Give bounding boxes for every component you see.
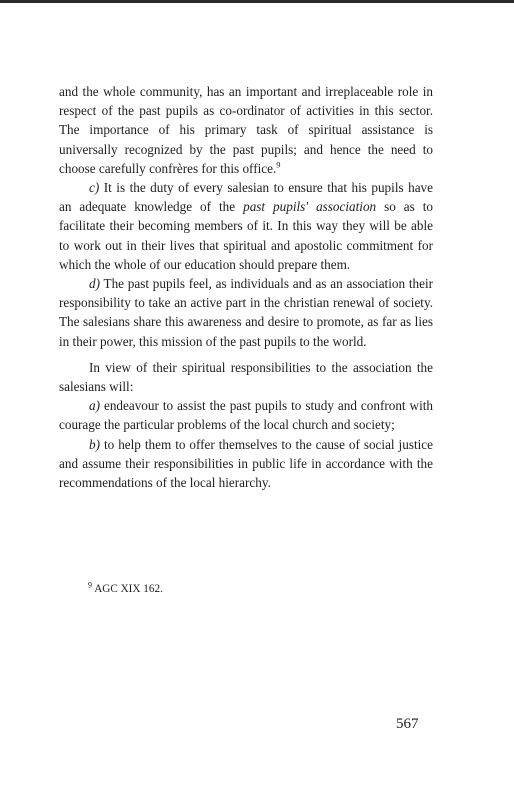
paragraph-text: The past pupils feel, as individuals and as an association their responsibility to take an active part in the christian renewal of society. The salesians share this awareness and desire to promote, as far as lies in their power, this mission of the past pupils to the world. xyxy=(59,276,433,349)
paragraph-a xyxy=(59,396,433,434)
paragraph-continuation xyxy=(59,82,433,178)
item-label-c: c) xyxy=(89,180,100,196)
footnote-marker: 9 xyxy=(88,580,92,590)
paragraph-b xyxy=(59,435,433,493)
paragraph-text: to help them to offer themselves to the cause of social justice and assume their responsibilities in public life in accordance with the recommendations of the local hierarchy. xyxy=(59,436,433,491)
footnote xyxy=(88,582,163,596)
page-number: 567 xyxy=(396,716,419,732)
paragraph-text: so as to facilitate their becoming members of it. In this way they will be able to work out in their lives that spiritual and apostolic commitment for which the whole of our education should prepare them. xyxy=(59,199,434,272)
paragraph-text: It is the duty of every salesian to ensure that his pupils have an adequate knowledge of the xyxy=(59,180,433,215)
footnote-reference: 9 xyxy=(276,159,281,170)
emphasis-past-pupils-association: past pupils' association xyxy=(243,199,377,215)
top-edge-rule xyxy=(0,0,514,3)
paragraph-intro-list xyxy=(59,358,433,396)
footnote-text: AGC XIX 162. xyxy=(94,583,163,595)
paragraph-text: and the whole community, has an important and irreplaceable role in respect of the past pupils as co-ordinator of activities in this sector. The importance of his primary task of spiritual assistance is universally recognized by the past pupils; and hence the need to choose carefully confrères for this office. xyxy=(59,84,433,176)
paragraph-text: endeavour to assist the past pupils to study and confront with courage the particular problems of the local church and society; xyxy=(59,398,433,433)
item-label-b: b) xyxy=(89,436,100,452)
paragraph-d xyxy=(59,274,433,351)
paragraph-c xyxy=(59,178,433,274)
paragraph-text: In view of their spiritual responsibilities to the association the salesians will: xyxy=(59,359,433,395)
page-body xyxy=(59,82,433,492)
item-label-a: a) xyxy=(89,398,100,414)
item-label-d: d) xyxy=(89,276,100,292)
